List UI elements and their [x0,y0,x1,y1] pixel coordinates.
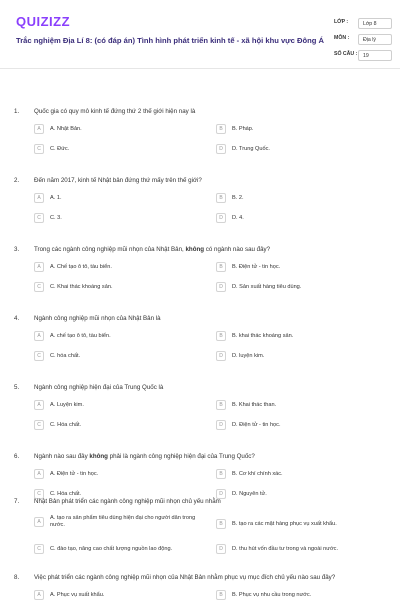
option-d[interactable] [216,280,394,296]
option-letter-b: B [216,400,226,410]
question-text-part: Trong các ngành công nghiệp mũi nhọn của Nhật Bản, [34,246,186,253]
option-letter-a: A [34,400,44,410]
option-b[interactable] [216,260,394,276]
option-letter-c: C [34,282,44,292]
option-b[interactable] [216,191,394,207]
option-letter-b: B [216,519,226,529]
option-text: B. khai thác khoáng sản. [232,333,294,339]
option-letter-b: B [216,331,226,341]
option-d[interactable] [216,211,394,227]
option-letter-d: D [216,489,226,499]
option-letter-d: D [216,144,226,154]
meta-key: LỚP : [334,19,349,25]
question-text-part: có ngành nào sau đây? [204,246,271,253]
option-text: D. 4. [232,215,244,221]
question-text [34,246,384,254]
option-a[interactable] [34,514,212,540]
option-letter-c: C [34,351,44,361]
question-text-emphasis: không [185,246,205,253]
option-letter-a: A [34,262,44,272]
option-letter-a: A [34,590,44,600]
option-c[interactable] [34,349,212,365]
option-text: A. chế tạo ô tô, tàu biển. [50,333,111,339]
option-a[interactable] [34,398,212,414]
option-text: A. tạo ra sản phẩm tiêu dùng hiện đại cho người dân trong nước. [50,515,196,528]
option-a[interactable] [34,588,212,600]
option-d[interactable] [216,142,394,158]
option-text: D. Điện tử - tin học. [232,422,281,428]
option-a[interactable] [34,191,212,207]
option-c[interactable] [34,542,212,558]
meta-row-count [334,50,400,62]
question-text: Việc phát triển các ngành công nghiệp mũi nhọn của Nhật Bản nhằm phục vụ mục đích chủ yếu nào sau đây? [34,574,336,581]
option-c[interactable] [34,418,212,434]
question-number: 5. [14,384,20,391]
option-text: D. thu hút vốn đầu tư trong và ngoài nước. [232,546,339,552]
option-text: A. Nhật Bản. [50,126,82,132]
quizizz-logo[interactable]: QUIZIZZ [16,14,71,29]
option-text: C. Khai thác khoáng sản. [50,284,113,290]
question-number: 8. [14,574,20,581]
option-b[interactable] [216,467,394,483]
option-letter-a: A [34,517,44,527]
option-text: D. Nguyên tử. [232,491,267,497]
option-text: B. Pháp. [232,126,254,132]
option-text: D. Sản xuất hàng tiêu dùng. [232,284,302,290]
question-number: 3. [14,246,20,253]
header-divider [0,68,400,69]
question-text: Nhật Bản phát triển các ngành công nghiệp mũi nhọn chủ yếu nhằm [34,498,221,505]
option-letter-b: B [216,469,226,479]
option-text: B. Điện tử - tin học. [232,264,281,270]
option-letter-d: D [216,213,226,223]
option-a[interactable] [34,260,212,276]
option-letter-d: D [216,544,226,554]
option-text: C. Đức. [50,146,70,152]
option-letter-a: A [34,331,44,341]
quiz-header [14,14,386,70]
question-text: Quốc gia có quy mô kinh tế đứng thứ 2 thế giới hiện nay là [34,108,196,115]
option-text: A. Chế tạo ô tô, tàu biển. [50,264,112,270]
option-b[interactable] [216,122,394,138]
option-letter-c: C [34,144,44,154]
question-text: Đến năm 2017, kinh tế Nhật bản đứng thứ mấy trên thế giới? [34,177,202,184]
option-text: A. 1. [50,195,62,201]
option-letter-a: A [34,124,44,134]
question-number: 4. [14,315,20,322]
option-letter-a: A [34,193,44,203]
option-text: B. 2. [232,195,244,201]
question-text-emphasis: không [89,453,108,460]
question-text: Ngành công nghiệp mũi nhọn của Nhật Bản là [34,315,161,322]
option-text: B. Phục vụ nhu cầu trong nước. [232,592,312,598]
option-letter-b: B [216,124,226,134]
option-text: A. Luyện kim. [50,402,84,408]
option-text: B. tạo ra các mặt hàng phục vụ xuất khẩu. [232,521,337,527]
option-letter-c: C [34,213,44,223]
question-number: 6. [14,453,20,460]
option-text: C. 3. [50,215,62,221]
option-text: A. Phục vụ xuất khẩu. [50,592,105,598]
option-d[interactable] [216,542,394,558]
meta-key: SỐ CÂU : [334,51,358,57]
option-letter-d: D [216,420,226,430]
option-text: C. hóa chất. [50,353,81,359]
option-text: C. Hóa chất. [50,422,82,428]
option-b[interactable] [216,517,394,533]
question-number: 1. [14,108,20,115]
question-number: 2. [14,177,20,184]
option-letter-a: A [34,469,44,479]
option-letter-c: C [34,489,44,499]
option-letter-c: C [34,544,44,554]
option-c[interactable] [34,142,212,158]
option-text: C. Hóa chất. [50,491,82,497]
option-b[interactable] [216,398,394,414]
question-text [34,453,384,461]
option-text: A. Điện tử - tin học. [50,471,99,477]
question-text: Ngành công nghiệp hiện đại của Trung Quốc là [34,384,164,391]
option-letter-b: B [216,193,226,203]
meta-key: MÔN : [334,35,350,41]
option-d[interactable] [216,418,394,434]
option-text: B. Cơ khí chính xác. [232,471,283,477]
option-letter-c: C [34,420,44,430]
option-d[interactable] [216,349,394,365]
option-letter-b: B [216,590,226,600]
meta-value: Địa lý [358,34,392,45]
question-text-part: Ngành nào sau đây [34,453,90,460]
meta-value: Lớp 8 [358,18,392,29]
option-text: D. luyện kim. [232,353,265,359]
option-letter-d: D [216,351,226,361]
option-b[interactable] [216,329,394,345]
option-c[interactable] [34,280,212,296]
option-a[interactable] [34,329,212,345]
question-text-part: phải là ngành công nghiệp hiện đại của Trung Quốc? [107,453,255,460]
option-text: B. Khai thác than. [232,402,277,408]
quiz-title: Trắc nghiệm Địa Lí 8: (có đáp án) Tình hình phát triển kinh tế - xã hội khu vực Đông Á [16,36,325,45]
option-letter-b: B [216,262,226,272]
meta-row-subject [334,34,400,46]
option-a[interactable] [34,122,212,138]
question-number: 7. [14,498,20,505]
option-text: D. Trung Quốc. [232,146,270,152]
option-text: C. đào tạo, nâng cao chất lượng nguồn lao động. [50,546,173,552]
meta-value: 19 [358,50,392,61]
option-letter-d: D [216,282,226,292]
meta-row-class [334,18,400,30]
quiz-meta [334,18,400,66]
option-a[interactable] [34,467,212,483]
option-b[interactable] [216,588,394,600]
option-c[interactable] [34,211,212,227]
